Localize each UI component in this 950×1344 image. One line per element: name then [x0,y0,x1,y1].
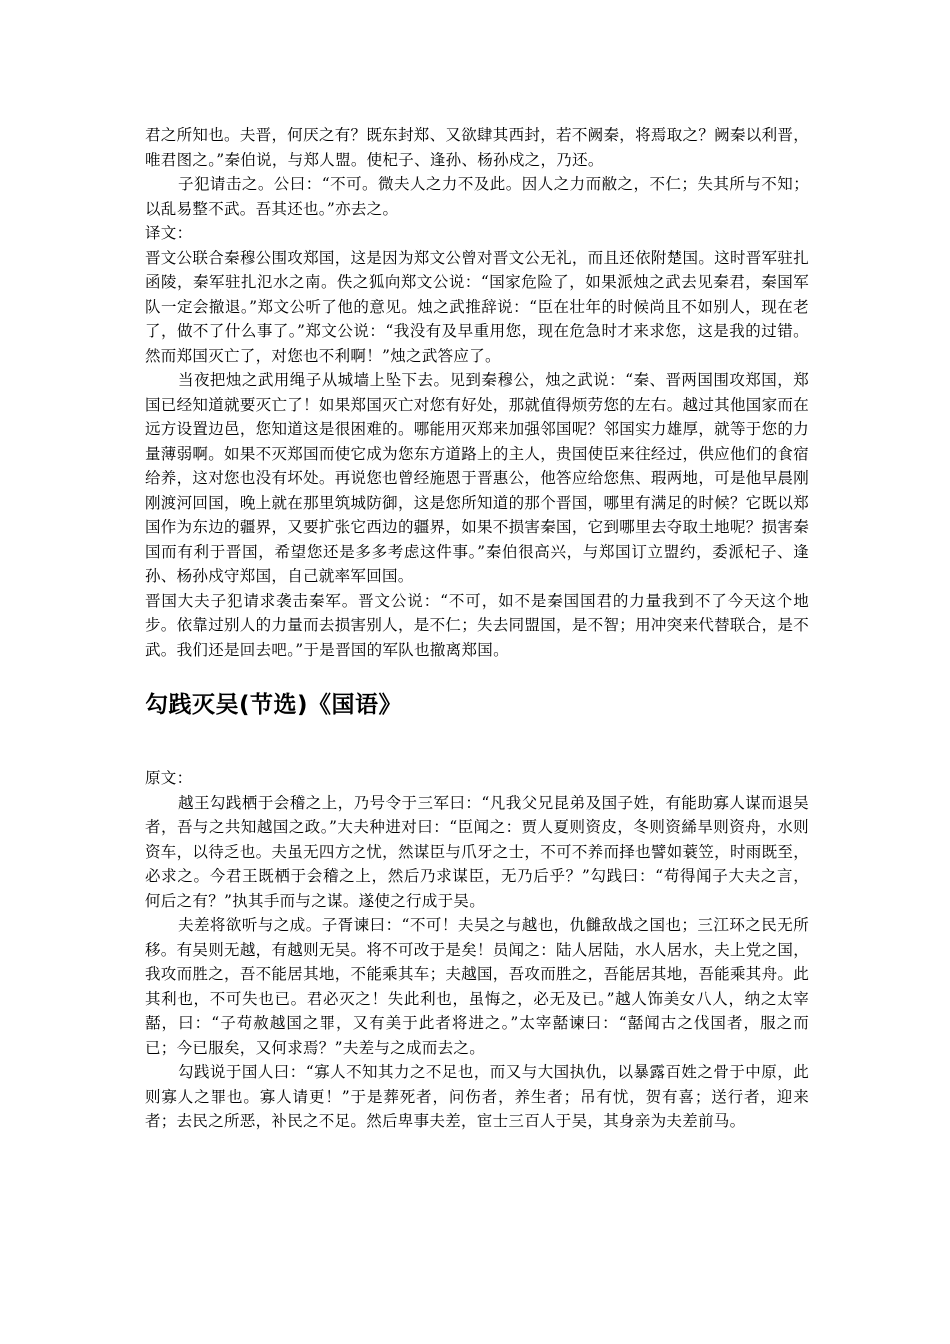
original-paragraph-3: 勾践说于国人曰：“寡人不知其力之不足也，而又与大国执仇，以暴露百姓之骨于中原，此则寡人之罪也。寡人请更！”于是葬死者，问伤者，养生者；吊有忧，贺有喜；送行者，迎来者；去民之所恶，补民之不足。然后卑事夫差，宦士三百人于吴，其身亲为夫差前马。 [145,1063,809,1130]
original-paragraph-2: 夫差将欲听与之成。子胥谏曰：“不可！夫吴之与越也，仇雠敌战之国也；三江环之民无所移。有吴则无越，有越则无吴。将不可改于是矣！员闻之：陆人居陆，水人居水，夫上党之国，我攻而胜之，吾不能居其地，不能乘其车；夫越国，吾攻而胜之，吾能居其地，吾能乘其舟。此其利也，不可失也已。君必灭之！失此利也，虽悔之，必无及已。”越人饰美女八人，纳之太宰嚭，曰：“子苟赦越国之罪，又有美于此者将进之。”太宰嚭谏曰：“嚭闻古之伐国者，服之而已；今已服矣，又何求焉？”夫差与之成而去之。 [145,916,809,1057]
translation-label: 译文： [145,224,193,242]
translation-paragraph-3: 晋国大夫子犯请求袭击秦军。晋文公说：“不可，如不是秦国国君的力量我到不了今天这个地步。依靠过别人的力量而去损害别人，是不仁；失去同盟国，是不智；用冲突来代替联合，是不武。我们还是回去吧。”于是晋国的军队也撤离郑国。 [145,591,809,659]
paragraph-zifan-request: 子犯请击之。公曰：“不可。微夫人之力不及此。因人之力而敝之，不仁；失其所与不知；以乱易整不武。吾其还也。”亦去之。 [145,175,809,218]
translation-paragraph-1: 晋文公联合秦穆公围攻郑国，这是因为郑文公曾对晋文公无礼，而且还依附楚国。这时晋军驻扎函陵，秦军驻扎氾水之南。佚之狐向郑文公说：“国家危险了，如果派烛之武去见秦君，秦国军队一定会撤退。”郑文公听了他的意见。烛之武推辞说：“臣在壮年的时候尚且不如别人，现在老了，做不了什么事了。”郑文公说：“我没有及早重用您，现在危急时才来求您，这是我的过错。然而郑国灭亡了，对您也不利啊！”烛之武答应了。 [145,248,809,365]
paragraph-continuation: 君之所知也。夫晋，何厌之有？既东封郑、又欲肆其西封，若不阙秦，将焉取之？阙秦以利晋，唯君图之。”秦伯说，与郑人盟。使杞子、逢孙、杨孙戍之，乃还。 [145,126,809,169]
translation-paragraph-2: 当夜把烛之武用绳子从城墙上坠下去。见到秦穆公，烛之武说：“秦、晋两国围攻郑国，郑国已经知道就要灭亡了！如果郑国灭亡对您有好处，那就值得烦劳您的左右。越过其他国家而在远方设置边邑，您知道这是很困难的。哪能用灭郑来加强邻国呢？邻国实力雄厚，就等于您的力量薄弱啊。如果不灭郑国而使它成为您东方道路上的主人，贵国使臣来往经过，供应他们的食宿给养，这对您也没有坏处。再说您也曾经施恩于晋惠公，他答应给您焦、瑕两地，可是他早晨刚刚渡河回国，晚上就在那里筑城防御，这是您所知道的那个晋国，哪里有满足的时候？它既以郑国作为东边的疆界，又要扩张它西边的疆界，如果不损害秦国，它到哪里去夺取土地呢？损害秦国而有利于晋国，希望您还是多多考虑这件事。”秦伯很高兴，与郑国订立盟约，委派杞子、逢孙、杨孙戍守郑国，自己就率军回国。 [145,371,809,585]
original-paragraph-1: 越王勾践栖于会稽之上，乃号令于三军曰：“凡我父兄昆弟及国子姓，有能助寡人谋而退吴者，吾与之共知越国之政。”大夫种进对曰：“臣闻之：贾人夏则资皮，冬则资絺旱则资舟，水则资车，以待乏也。夫虽无四方之忧，然谋臣与爪牙之士，不可不养而择也譬如蓑笠，时雨既至，必求之。今君王既栖于会稽之上，然后乃求谋臣，无乃后乎？”勾践曰：“苟得闻子大夫之言，何后之有？”执其手而与之谋。遂使之行成于吴。 [145,793,809,910]
original-text-label: 原文： [145,769,193,787]
document-page [145,123,809,1134]
section-title: 勾践灭吴(节选)《国语》 [145,692,403,718]
